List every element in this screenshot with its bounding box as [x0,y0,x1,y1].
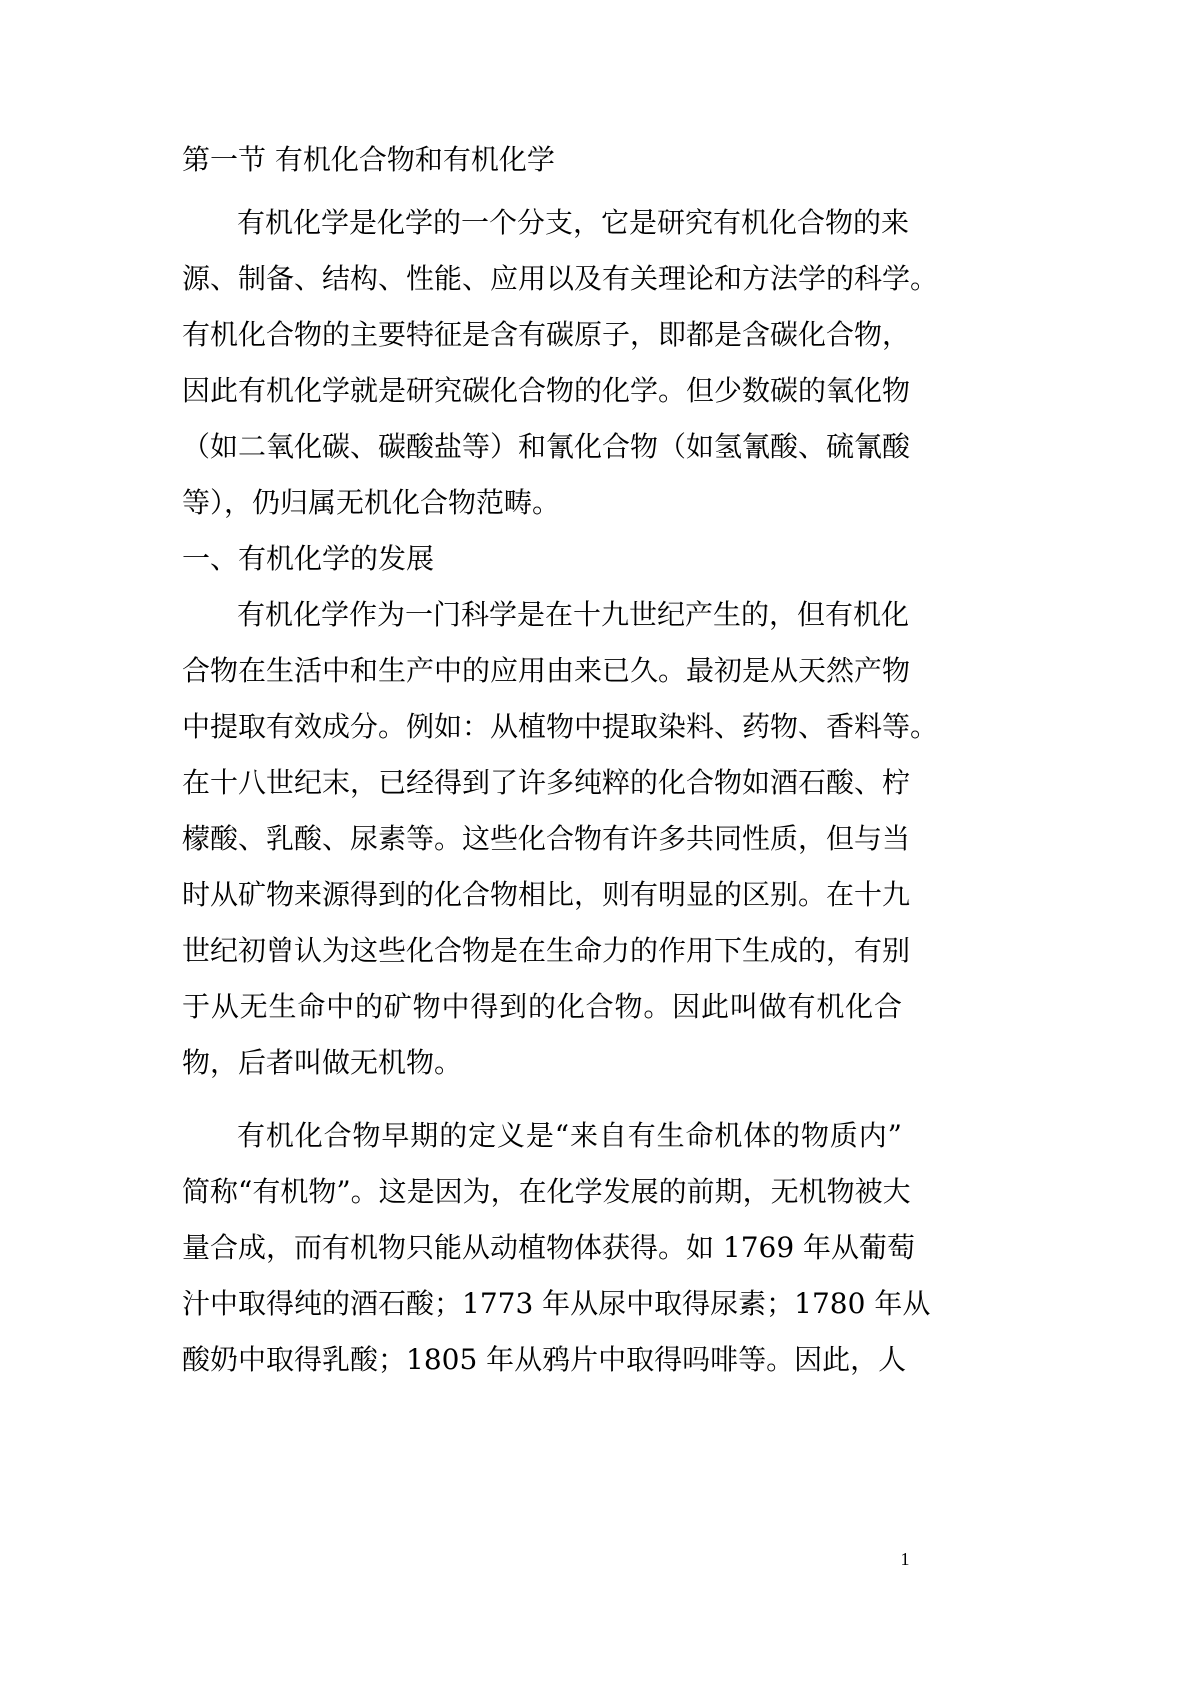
paragraph-line: 物，后者叫做无机物。 [182,1046,463,1079]
paragraph-line: 酸奶中取得乳酸；1805 年从鸦片中取得吗啡等。因此，人 [182,1343,907,1376]
paragraph-line: 中提取有效成分。例如：从植物中提取染料、药物、香料等。 [182,710,939,743]
paragraph-line: 于从无生命中的矿物中得到的化合物。因此叫做有机化合 [182,990,902,1023]
paragraph-line: （如二氧化碳、碳酸盐等）和氰化合物（如氢氰酸、硫氰酸 [182,430,911,463]
paragraph-line: 汁中取得纯的酒石酸；1773 年从尿中取得尿素；1780 年从 [182,1287,931,1320]
paragraph-line: 有机化学作为一门科学是在十九世纪产生的，但有机化 [237,598,910,631]
paragraph-line: 量合成，而有机物只能从动植物体获得。如 1769 年从葡萄 [182,1231,916,1264]
paragraph-line: 合物在生活中和生产中的应用由来已久。最初是从天然产物 [182,654,911,687]
paragraph-line: 有机化学是化学的一个分支，它是研究有机化合物的来 [237,206,910,239]
paragraph-line: 檬酸、乳酸、尿素等。这些化合物有许多共同性质，但与当 [182,822,911,855]
paragraph-line: 简称“有机物”。这是因为，在化学发展的前期，无机物被大 [182,1175,911,1208]
paragraph-line: 源、制备、结构、性能、应用以及有关理论和方法学的科学。 [182,262,939,295]
paragraph-line: 因此有机化学就是研究碳化合物的化学。但少数碳的氧化物 [182,374,911,407]
section-title: 第一节 有机化合物和有机化学 [182,143,555,176]
page-number: 1 [900,1549,910,1569]
paragraph-line: 世纪初曾认为这些化合物是在生命力的作用下生成的，有别 [182,934,911,967]
paragraph-line: 有机化合物的主要特征是含有碳原子，即都是含碳化合物， [182,318,911,351]
subsection-title: 一、有机化学的发展 [182,542,435,575]
paragraph-line: 有机化合物早期的定义是“来自有生命机体的物质内” [237,1119,902,1152]
paragraph-line: 在十八世纪末，已经得到了许多纯粹的化合物如酒石酸、柠 [182,766,911,799]
paragraph-line: 时从矿物来源得到的化合物相比，则有明显的区别。在十九 [182,878,911,911]
paragraph-line: 等），仍归属无机化合物范畴。 [182,486,561,519]
